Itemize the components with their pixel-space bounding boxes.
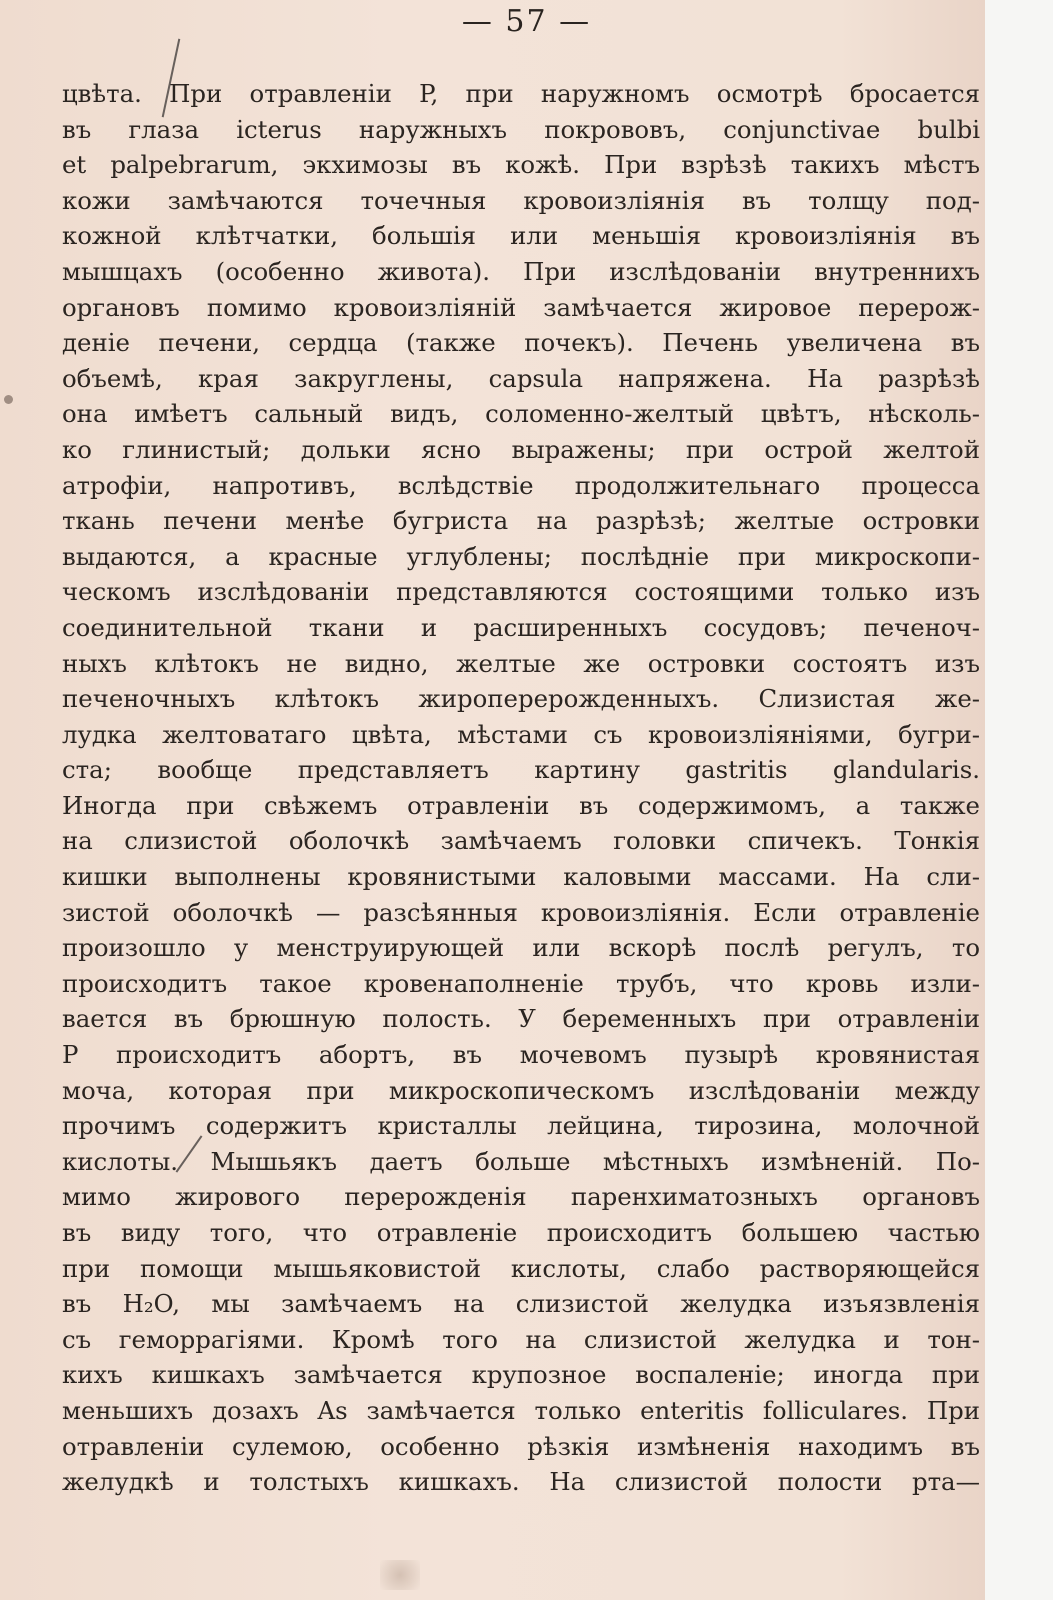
text-line: ныхъ клѣтокъ не видно, желтые же островки состоятъ изъ	[62, 648, 980, 678]
text-line: ста; вообще представляетъ картину gastritis glandularis.	[62, 755, 980, 785]
text-line: въ H₂O, мы замѣчаемъ на слизистой желудка изъязвленія	[62, 1289, 980, 1319]
text-line: она имѣетъ сальный видъ, соломенно-желтый цвѣтъ, нѣсколь-	[62, 399, 980, 429]
text-line: желудкѣ и толстыхъ кишкахъ. На слизистой полости рта—	[62, 1467, 980, 1497]
paper-hole	[4, 395, 13, 404]
text-line: отравленіи сулемою, особенно рѣзкія измѣненія находимъ въ	[62, 1431, 980, 1461]
text-line: выдаются, а красные углублены; послѣдніе при микроскопи-	[62, 541, 980, 571]
text-line: объемѣ, края закруглены, capsula напряжена. На разрѣзѣ	[62, 363, 980, 393]
text-line: зистой оболочкѣ — разсѣянныя кровоизліянія. Если отравленіе	[62, 897, 980, 927]
text-line: вается въ брюшную полость. У беременныхъ при отравленіи	[62, 1004, 980, 1034]
text-line: печеночныхъ клѣтокъ жироперерожденныхъ. Слизистая же-	[62, 684, 980, 714]
text-line: кислоты. Мышьякъ даетъ больше мѣстныхъ измѣненій. По-	[62, 1146, 980, 1176]
text-line: органовъ помимо кровоизліяній замѣчается жировое перерож-	[62, 292, 980, 322]
text-line: на слизистой оболочкѣ замѣчаемъ головки спичекъ. Тонкія	[62, 826, 980, 856]
text-line: соединительной ткани и расширенныхъ сосудовъ; печеноч-	[62, 612, 980, 642]
text-line: кожной клѣтчатки, большія или меньшія кровоизліянія въ	[62, 221, 980, 251]
text-line: Иногда при свѣжемъ отравленіи въ содержимомъ, а также	[62, 790, 980, 820]
text-line: ческомъ изслѣдованіи представляются состоящими только изъ	[62, 577, 980, 607]
text-line: при помощи мышьяковистой кислоты, слабо растворяющейся	[62, 1253, 980, 1283]
page-number: — 57 —	[461, 4, 592, 39]
text-line: мышцахъ (особенно живота). При изслѣдованіи внутреннихъ	[62, 256, 980, 286]
page-margin	[985, 0, 1053, 1600]
text-line: деніе печени, сердца (также почекъ). Печень увеличена въ	[62, 328, 980, 358]
text-line: et palpebrarum, экхимозы въ кожѣ. При взрѣзѣ такихъ мѣстъ	[62, 150, 980, 180]
text-line: лудка желтоватаго цвѣта, мѣстами съ кровоизліяніями, бугри-	[62, 719, 980, 749]
text-line: происходитъ такое кровенаполненіе трубъ, что кровь изли-	[62, 968, 980, 998]
text-line: кишки выполнены кровянистыми каловыми массами. На сли-	[62, 862, 980, 892]
text-line: кихъ кишкахъ замѣчается крупозное воспаленіе; иногда при	[62, 1360, 980, 1390]
text-line: P происходитъ абортъ, въ мочевомъ пузырѣ кровянистая	[62, 1040, 980, 1070]
text-line: кожи замѣчаются точечныя кровоизліянія въ толщу под-	[62, 185, 980, 215]
body-text	[62, 76, 980, 1500]
text-line: съ геморрагіями. Кромѣ того на слизистой желудка и тон-	[62, 1324, 980, 1354]
text-line: ко глинистый; дольки ясно выражены; при острой желтой	[62, 434, 980, 464]
text-line: цвѣта. При отравленіи P, при наружномъ осмотрѣ бросается	[62, 79, 980, 108]
text-line: произошло у менструирующей или вскорѣ послѣ регулъ, то	[62, 933, 980, 963]
text-line: моча, которая при микроскопическомъ изслѣдованіи между	[62, 1075, 980, 1105]
text-line: въ виду того, что отравленіе происходитъ большею частью	[62, 1218, 980, 1247]
text-line: въ глаза icterus наружныхъ покрововъ, conjunctivae bulbi	[62, 114, 980, 144]
text-line: меньшихъ дозахъ As замѣчается только enteritis folliculares. При	[62, 1395, 980, 1425]
text-line: атрофіи, напротивъ, вслѣдствіе продолжительнаго процесса	[62, 470, 980, 500]
text-line: мимо жирового перерожденія паренхиматозныхъ органовъ	[62, 1182, 980, 1212]
text-line: прочимъ содержитъ кристаллы лейцина, тирозина, молочной	[62, 1111, 980, 1141]
paper-stain	[380, 1560, 420, 1590]
text-line: ткань печени менѣе бугриста на разрѣзѣ; желтые островки	[62, 506, 980, 536]
